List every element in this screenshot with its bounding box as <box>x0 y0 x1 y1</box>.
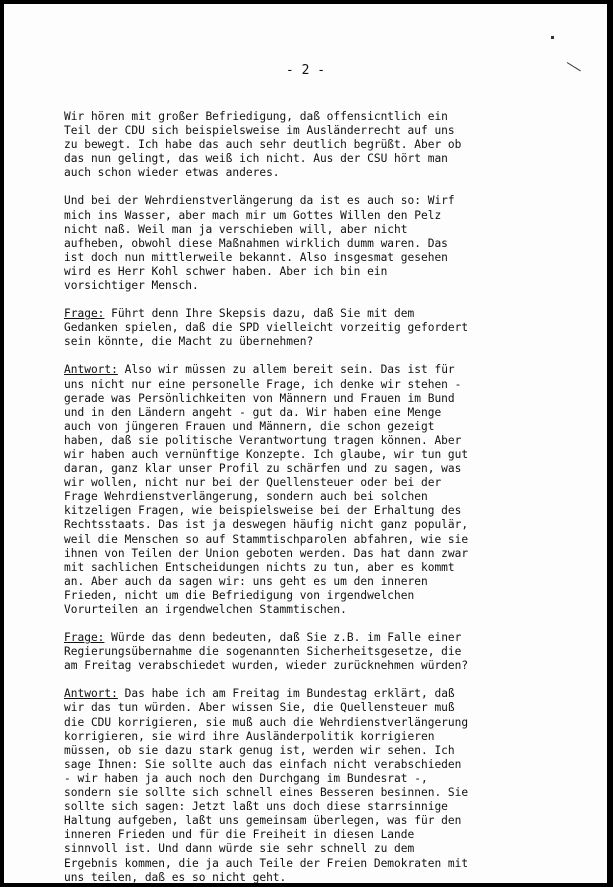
paragraph-line: inneren Frieden und für die Freiheit in diesen Lande <box>64 828 415 842</box>
speaker-label: Antwort: <box>64 687 118 701</box>
document-body <box>64 110 604 883</box>
paragraph-line: Regierungsübernahme die sogenannten Sicherheitsgesetze, die <box>64 645 462 659</box>
paragraph-line: mich ins Wasser, aber mach mir um Gottes Willen den Pelz <box>64 208 442 222</box>
speaker-line-text: Würde das denn bedeuten, daß Sie z.B. im Falle einer <box>104 631 462 645</box>
paragraph-line: Frieden, nicht um die Befriedigung von irgendwelchen <box>64 588 415 602</box>
paragraph-line: wird es Herr Kohl schwer haben. Aber ich bin ein <box>64 264 388 278</box>
paragraph <box>64 363 604 617</box>
paragraph-line: uns teilen, daß es so nicht geht. <box>64 870 287 883</box>
paragraph-line <box>64 363 604 377</box>
paragraph-line: mit sachlichen Entscheidungen nichts zu tun, aber es kommt <box>64 560 455 574</box>
paragraph-line: sondern sie sollte sich schnell eines Besseren besinnen. Sie <box>64 786 469 800</box>
paragraph-line: wir wollen, nicht nur bei der Quellensteuer oder bei der <box>64 476 442 490</box>
page-number: - 2 - <box>285 63 326 78</box>
paragraph-line: sein könnte, die Macht zu übernehmen? <box>64 335 314 349</box>
paragraph-line: und in den Ländern angeht - gut da. Wir haben eine Menge <box>64 405 442 419</box>
paragraph-line: zu bewegt. Ich habe das auch sehr deutlich begrüßt. Aber ob <box>64 138 462 152</box>
paragraph <box>64 110 604 180</box>
paragraph-line: - wir haben ja auch noch den Durchgang im Bundesrat -, <box>64 771 428 785</box>
paragraph-line: Teil der CDU sich beispielsweise im Ausländerrecht auf uns <box>64 124 455 138</box>
paragraph <box>64 631 604 673</box>
scan-mark-dot <box>551 36 554 39</box>
paragraph-line: Vorurteilen an irgendwelchen Stammtischen. <box>64 603 347 616</box>
paragraph <box>64 687 604 883</box>
paragraph-line: Haltung aufgeben, laßt uns gemeinsam überlegen, was für den <box>64 814 462 828</box>
speaker-label: Antwort: <box>64 363 118 377</box>
paragraph-line: müssen, ob sie dazu stark genug ist, werden wir sehen. Ich <box>64 743 455 757</box>
paragraph-line: nicht naß. Weil man ja verschieben will, aber nicht <box>64 222 408 236</box>
paragraph-line: aufheben, obwohl diese Maßnahmen wirklich dumm waren. Das <box>64 236 448 250</box>
paragraph-line: auch schon wieder etwas anderes. <box>64 166 280 180</box>
paragraph-line: sage Ihnen: Sie sollte auch das einfach nicht verabschieden <box>64 757 462 771</box>
paragraph-line: Ergebnis kommen, die ja auch Teile der Freien Demokraten mit <box>64 856 469 870</box>
paragraph-line: an. Aber auch da sagen wir: uns geht es um den inneren <box>64 574 428 588</box>
paragraph-line: ist doch nun mittlerweile bekannt. Also insgesmat gesehen <box>64 250 448 264</box>
paragraph-line <box>64 687 604 701</box>
paragraph-line: kitzeligen Fragen, wie beispielsweise bei der Erhaltung des <box>64 504 462 518</box>
paragraph-line: das nun gelingt, das weiß ich nicht. Aus der CSU hört man <box>64 152 448 166</box>
paragraph-line: Gedanken spielen, daß die SPD vielleicht vorzeitig gefordert <box>64 321 469 335</box>
paragraph-line: auch von jüngeren Frauen und Männern, die schon gezeigt <box>64 419 435 433</box>
paragraph-line: gerade was Persönlichkeiten von Männern und Frauen im Bund <box>64 391 455 405</box>
paragraph <box>64 194 604 293</box>
speaker-label: Frage: <box>64 307 105 321</box>
paragraph-line: Rechtsstaats. Das ist ja deswegen häufig nicht ganz populär, <box>64 518 469 532</box>
paragraph-line: weil die Menschen so auf Stammtischparolen abfahren, wie sie <box>64 532 469 546</box>
paragraph <box>64 307 604 349</box>
speaker-label: Frage: <box>64 631 105 645</box>
paragraph-line: wir das tun würden. Aber wissen Sie, die Quellensteuer muß <box>64 701 455 715</box>
paragraph-line: Und bei der Wehrdienstverlängerung da ist es auch so: Wirf <box>64 194 455 208</box>
paragraph-line: Wir hören mit großer Befriedigung, daß offensicntlich ein <box>64 110 448 123</box>
paragraph-line: die CDU korrigieren, sie muß auch die Wehrdienstverlängerung <box>64 715 469 729</box>
paragraph-line: uns nicht nur eine personelle Frage, ich denke wir stehen - <box>64 377 462 391</box>
paragraph-line: vorsichtiger Mensch. <box>64 279 199 293</box>
paragraph-line: daran, ganz klar unser Profil zu schärfen und zu sagen, was <box>64 462 462 476</box>
document-page <box>4 4 607 883</box>
paragraph-line: sollte sich sagen: Jetzt laßt uns doch diese starrsinnige <box>64 800 448 814</box>
paragraph-line: haben, daß sie politische Verantwortung tragen können. Aber <box>64 433 462 447</box>
paragraph-line <box>64 307 604 321</box>
paragraph-line: Frage Wehrdienstverlängerung, sondern auch bei solchen <box>64 490 428 504</box>
paragraph-line: korrigieren, sie wird ihre Ausländerpolitik korrigieren <box>64 729 435 743</box>
paragraph-line: wir haben auch vernünftige Konzepte. Ich glaube, wir tun gut <box>64 447 469 461</box>
speaker-line-text: Also wir müssen zu allem bereit sein. Das ist für <box>117 363 455 377</box>
speaker-line-text: Führt denn Ihre Skepsis dazu, daß Sie mit dem <box>104 307 415 321</box>
paragraph-line: sinnvoll ist. Und dann würde sie sehr schnell zu dem <box>64 842 415 856</box>
paragraph-line: am Freitag verabschiedet wurden, wieder zurücknehmen würden? <box>64 659 469 673</box>
paragraph-line: ihnen von Teilen der Union geboten werden. Das hat dann zwar <box>64 546 469 560</box>
paragraph-line <box>64 631 604 645</box>
speaker-line-text: Das habe ich am Freitag im Bundestag erklärt, daß <box>117 687 455 701</box>
